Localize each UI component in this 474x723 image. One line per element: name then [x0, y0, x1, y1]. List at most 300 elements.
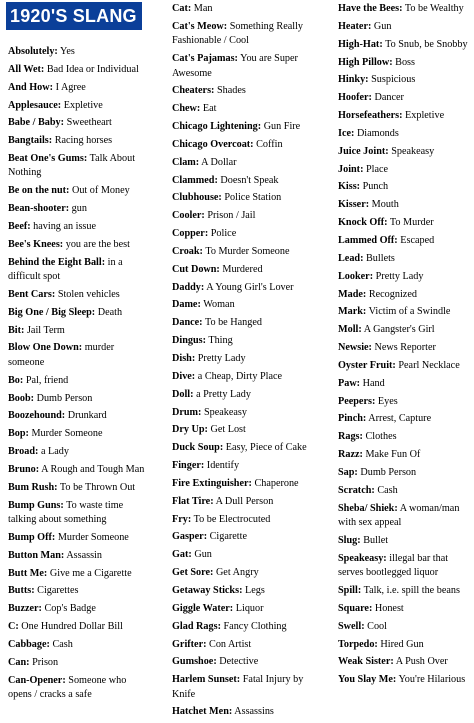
slang-definition: A Young Girl's Lover — [206, 281, 294, 293]
slang-term: Can-Opener: — [8, 674, 66, 686]
slang-term: Get Sore: — [172, 567, 214, 579]
slang-term: Newsie: — [338, 342, 372, 354]
slang-entry — [338, 448, 472, 462]
slang-entry — [8, 324, 150, 338]
slang-entry — [172, 102, 320, 116]
slang-entry — [172, 705, 320, 719]
slang-definition: Pretty Lady — [375, 270, 424, 282]
slang-entry — [338, 38, 472, 52]
slang-definition: Dancer — [374, 92, 404, 104]
slang-entry — [172, 370, 320, 384]
slang-definition: Fancy Clothing — [223, 620, 287, 632]
slang-term: Have the Bees: — [338, 3, 403, 14]
slang-entry — [338, 288, 472, 302]
slang-definition: a Cheap, Dirty Place — [197, 370, 283, 382]
slang-definition: Honest — [374, 602, 404, 614]
slang-entry — [8, 341, 150, 370]
slang-entry — [338, 412, 472, 426]
slang-term: Cheaters: — [172, 85, 215, 97]
slang-definition: Cigarettes — [37, 585, 79, 597]
slang-entry — [172, 2, 320, 16]
slang-entry — [172, 84, 320, 98]
slang-entry — [338, 534, 472, 548]
slang-entry — [8, 656, 150, 670]
slang-definition: A Dull Person — [215, 495, 274, 507]
slang-entry — [8, 481, 150, 495]
slang-term: Giggle Water: — [172, 602, 234, 614]
slang-term: Bangtails: — [8, 135, 53, 147]
slang-definition: I Agree — [55, 81, 86, 93]
slang-entry — [8, 152, 150, 181]
slang-definition: News Reporter — [374, 342, 436, 354]
slang-definition: Jail Term — [26, 324, 65, 336]
slang-definition: Make Fun Of — [365, 449, 421, 461]
slang-definition: you are the best — [65, 238, 130, 250]
slang-definition: Place — [366, 163, 389, 175]
slang-entry — [338, 395, 472, 409]
slang-entry — [338, 216, 472, 230]
slang-entry — [338, 163, 472, 177]
slang-term: Scratch: — [338, 484, 375, 496]
slang-definition: a Lady — [40, 446, 69, 458]
column-1 — [8, 45, 150, 706]
slang-entry — [8, 220, 150, 234]
slang-term: Looker: — [338, 270, 374, 282]
slang-entry — [338, 430, 472, 444]
slang-term: Chew: — [172, 103, 201, 115]
slang-term: High Pillow: — [338, 56, 393, 68]
slang-term: Absolutely: — [8, 46, 58, 57]
slang-entry — [8, 374, 150, 388]
slang-term: Beef: — [8, 221, 31, 232]
slang-entry — [172, 174, 320, 188]
slang-term: Can: — [8, 656, 30, 668]
slang-entry — [8, 63, 150, 77]
slang-term: Bruno: — [8, 463, 40, 475]
slang-definition: Con Artist — [209, 638, 252, 650]
slang-term: Cut Down: — [172, 263, 220, 275]
slang-definition: One Hundred Dollar Bill — [21, 621, 123, 633]
slang-entry — [8, 392, 150, 406]
slang-definition: Get Lost — [210, 424, 246, 436]
slang-entry — [338, 198, 472, 212]
slang-definition: Prison — [32, 656, 59, 668]
slang-entry — [172, 156, 320, 170]
slang-entry — [172, 316, 320, 330]
slang-term: Button Man: — [8, 549, 65, 561]
slang-term: Dish: — [172, 353, 196, 364]
slang-term: Heater: — [338, 20, 372, 32]
slang-entry — [338, 673, 472, 687]
slang-term: Hoofer: — [338, 92, 372, 104]
slang-entry — [8, 409, 150, 423]
slang-term: Oyster Fruit: — [338, 359, 396, 371]
slang-term: Boob: — [8, 392, 35, 404]
slang-term: High-Hat: — [338, 38, 383, 50]
slang-term: Razz: — [338, 449, 363, 461]
slang-definition: Speakeasy — [203, 406, 247, 418]
slang-definition: Sweetheart — [66, 117, 112, 129]
slang-definition: Mouth — [371, 199, 399, 211]
slang-definition: Police — [210, 228, 237, 240]
slang-definition: Someone who opens / cracks a safe — [8, 674, 127, 701]
slang-entry — [338, 180, 472, 194]
slang-definition: Coffin — [256, 138, 283, 150]
slang-definition: Dumb Person — [360, 466, 417, 478]
slang-term: Doll: — [172, 388, 194, 400]
slang-term: Blow One Down: — [8, 342, 83, 354]
slang-term: Torpedo: — [338, 638, 378, 650]
page-title: 1920'S SLANG — [6, 2, 142, 30]
slang-entry — [8, 202, 150, 216]
slang-definition: Expletive — [63, 99, 103, 111]
slang-entry — [8, 184, 150, 198]
slang-term: Mark: — [338, 306, 367, 318]
slang-definition: Easy, Piece of Cake — [225, 442, 307, 454]
slang-entry — [338, 502, 472, 531]
slang-definition: Talk, i.e. spill the beans — [363, 584, 460, 596]
slang-entry — [338, 305, 472, 319]
slang-definition: You are Super Awesome — [172, 53, 298, 79]
slang-definition: gun — [71, 203, 87, 215]
slang-entry — [172, 566, 320, 580]
slang-definition: Detective — [219, 656, 259, 668]
slang-entry — [338, 552, 472, 581]
slang-term: Dance: — [172, 317, 203, 329]
slang-term: Lead: — [338, 252, 364, 264]
slang-term: Square: — [338, 602, 373, 614]
slang-term: Be on the nut: — [8, 185, 70, 197]
slang-definition: Out of Money — [71, 185, 130, 197]
slang-entry — [8, 116, 150, 130]
slang-definition: To be Thrown Out — [59, 481, 136, 493]
slang-entry — [8, 602, 150, 616]
slang-term: Clubhouse: — [172, 192, 222, 204]
column-2 — [172, 2, 320, 723]
slang-definition: in a difficult spot — [8, 256, 123, 283]
slang-entry — [172, 298, 320, 312]
slang-definition: Talk About Nothing — [8, 153, 136, 179]
slang-entry — [8, 567, 150, 581]
slang-term: Applesauce: — [8, 99, 62, 111]
slang-definition: Legs — [245, 584, 265, 596]
slang-definition: Pal, friend — [25, 374, 69, 386]
slang-term: Harlem Sunset: — [172, 674, 241, 686]
slang-entry — [172, 245, 320, 259]
column-3 — [338, 2, 472, 691]
slang-entry — [172, 209, 320, 223]
slang-term: Buzzer: — [8, 603, 42, 615]
slang-definition: Diamonds — [356, 127, 399, 139]
slang-term: Cabbage: — [8, 638, 50, 650]
slang-entry — [338, 145, 472, 159]
slang-entry — [172, 227, 320, 241]
slang-entry — [172, 352, 320, 366]
slang-entry — [338, 2, 472, 16]
slang-entry — [338, 584, 472, 598]
slang-definition: Woman — [203, 299, 235, 311]
slang-entry — [8, 620, 150, 634]
slang-term: Copper: — [172, 228, 209, 240]
slang-term: Croak: — [172, 245, 203, 257]
slang-entry — [172, 495, 320, 509]
slang-entry — [338, 620, 472, 634]
slang-definition: Murder Someone — [57, 531, 129, 543]
slang-term: Weak Sister: — [338, 656, 394, 668]
slang-definition: Get Angry — [215, 567, 259, 579]
slang-term: Grifter: — [172, 638, 207, 650]
slang-entry — [8, 549, 150, 563]
slang-term: Beat One's Gums: — [8, 153, 88, 165]
slang-term: Bean-shooter: — [8, 203, 70, 215]
slang-term: Bee's Knees: — [8, 238, 64, 250]
slang-definition: Pearl Necklace — [398, 359, 460, 371]
slang-definition: Police Station — [224, 192, 282, 204]
slang-definition: Assassins — [234, 706, 274, 718]
slang-term: Dame: — [172, 299, 201, 311]
slang-definition: Cigarette — [209, 531, 247, 543]
slang-entry — [338, 91, 472, 105]
slang-entry — [172, 584, 320, 598]
slang-definition: Speakeasy — [391, 145, 435, 157]
slang-term: Bum Rush: — [8, 481, 58, 493]
slang-term: Glad Rags: — [172, 620, 221, 632]
slang-term: Broad: — [8, 446, 39, 458]
slang-definition: A Rough and Tough Man — [41, 463, 145, 475]
slang-entry — [8, 81, 150, 95]
slang-term: C: — [8, 621, 19, 633]
slang-term: Behind the Eight Ball: — [8, 256, 106, 268]
slang-definition: To be Hanged — [204, 317, 262, 329]
slang-definition: To waste time talking about something — [8, 499, 124, 526]
slang-term: Clammed: — [172, 174, 218, 186]
slang-entry — [172, 388, 320, 402]
slang-term: Boozehound: — [8, 410, 66, 422]
slang-entry — [338, 109, 472, 123]
slang-entry — [338, 234, 472, 248]
slang-definition: Liquor — [235, 602, 264, 614]
slang-term: Kisser: — [338, 199, 370, 211]
slang-entry — [8, 288, 150, 302]
slang-term: Cat's Pajamas: — [172, 53, 238, 65]
slang-term: Speakeasy: — [338, 552, 387, 564]
slang-term: Finger: — [172, 460, 205, 472]
slang-definition: Racing horses — [54, 135, 113, 147]
slang-entry — [172, 263, 320, 277]
slang-entry — [338, 252, 472, 266]
slang-term: Chicago Overcoat: — [172, 138, 254, 150]
slang-entry — [338, 638, 472, 652]
slang-definition: To Snub, be Snobby — [385, 38, 468, 50]
slang-term: Dive: — [172, 370, 196, 382]
slang-definition: having an issue — [33, 221, 96, 232]
slang-definition: Hired Gun — [380, 638, 424, 650]
slang-entry — [172, 673, 320, 702]
slang-term: Drum: — [172, 406, 202, 418]
slang-entry — [338, 655, 472, 669]
slang-definition: Eyes — [377, 395, 398, 407]
slang-entry — [172, 423, 320, 437]
slang-definition: Bullet — [363, 534, 389, 546]
slang-definition: Stolen vehicles — [57, 288, 120, 300]
slang-definition: Bullets — [366, 252, 395, 264]
slang-term: Dry Up: — [172, 424, 208, 436]
slang-entry — [338, 56, 472, 70]
slang-definition: Victim of a Swindle — [368, 306, 451, 318]
slang-term: Gumshoe: — [172, 656, 217, 668]
slang-entry — [8, 638, 150, 652]
slang-term: Clam: — [172, 156, 200, 168]
slang-entry — [338, 20, 472, 34]
slang-entry — [8, 306, 150, 320]
slang-entry — [338, 270, 472, 284]
slang-definition: a Pretty Lady — [196, 388, 251, 400]
slang-entry — [8, 463, 150, 477]
slang-definition: Expletive — [405, 110, 445, 122]
slang-entry — [172, 530, 320, 544]
slang-definition: Murdered — [222, 263, 263, 275]
slang-term: Kiss: — [338, 181, 361, 193]
slang-definition: illegal bar that serves bootlegged liquor — [338, 552, 449, 579]
slang-entry — [172, 406, 320, 420]
slang-term: Hinky: — [338, 74, 369, 86]
slang-entry — [338, 377, 472, 391]
slang-entry — [8, 134, 150, 148]
slang-definition: You're Hilarious — [398, 674, 466, 686]
slang-term: Lammed Off: — [338, 234, 398, 246]
slang-definition: Dumb Person — [36, 392, 93, 404]
slang-term: Duck Soup: — [172, 442, 224, 454]
slang-entry — [172, 655, 320, 669]
slang-term: Made: — [338, 288, 367, 300]
slang-definition: Gun — [373, 20, 392, 32]
slang-term: Pinch: — [338, 413, 367, 425]
slang-definition: Thing — [208, 335, 233, 347]
slang-term: Paw: — [338, 377, 361, 389]
slang-entry — [172, 191, 320, 205]
slang-term: Dingus: — [172, 335, 206, 347]
slang-definition: Boss — [395, 56, 415, 68]
slang-entry — [8, 427, 150, 441]
slang-definition: Identify — [206, 460, 240, 472]
slang-definition: Escaped — [400, 234, 435, 246]
slang-entry — [172, 52, 320, 81]
slang-definition: Yes — [59, 46, 75, 57]
slang-definition: Chaperone — [254, 477, 299, 489]
slang-definition: Gun Fire — [263, 121, 301, 133]
slang-definition: To be Electrocuted — [193, 513, 271, 525]
slang-term: Moll: — [338, 324, 362, 336]
slang-definition: Recognized — [368, 288, 417, 300]
slang-term: You Slay Me: — [338, 674, 397, 686]
slang-term: Horsefeathers: — [338, 110, 403, 122]
slang-term: Rags: — [338, 431, 363, 443]
slang-entry — [8, 99, 150, 113]
slang-definition: Something Really Fashionable / Cool — [172, 20, 304, 47]
slang-definition: Drunkard — [67, 410, 107, 422]
slang-term: Knock Off: — [338, 217, 388, 229]
slang-definition: Cool — [367, 620, 387, 632]
slang-definition: Pretty Lady — [197, 353, 246, 364]
slang-entry — [338, 484, 472, 498]
slang-definition: Arrest, Capture — [368, 413, 432, 425]
slang-definition: Gun — [194, 549, 212, 561]
slang-entry — [338, 602, 472, 616]
slang-entry — [172, 602, 320, 616]
slang-term: Butts: — [8, 585, 35, 597]
slang-entry — [172, 281, 320, 295]
slang-term: Cat's Meow: — [172, 20, 228, 32]
slang-entry — [172, 20, 320, 49]
slang-term: Bump Guns: — [8, 499, 64, 511]
slang-term: Fire Extinguisher: — [172, 477, 252, 489]
slang-term: Spill: — [338, 584, 362, 596]
slang-term: Bent Cars: — [8, 288, 56, 300]
slang-definition: A Push Over — [395, 656, 448, 668]
slang-definition: Bad Idea or Individual — [46, 63, 139, 75]
slang-definition: Prison / Jail — [207, 210, 256, 222]
slang-term: Gasper: — [172, 531, 208, 543]
slang-entry — [8, 238, 150, 252]
slang-term: Bit: — [8, 324, 25, 336]
slang-entry — [338, 323, 472, 337]
slang-entry — [8, 584, 150, 598]
slang-definition: Give me a Cigarette — [49, 567, 132, 579]
slang-term: Sap: — [338, 466, 358, 478]
slang-definition: Doesn't Speak — [220, 174, 279, 186]
slang-definition: Clothes — [365, 431, 397, 443]
slang-definition: A woman/man with sex appeal — [338, 502, 460, 529]
slang-entry — [172, 638, 320, 652]
slang-term: Fry: — [172, 513, 192, 525]
slang-definition: Death — [97, 306, 123, 318]
slang-definition: Cash — [52, 638, 73, 650]
slang-definition: To Murder Someone — [205, 245, 290, 257]
slang-term: Daddy: — [172, 281, 205, 293]
slang-term: Bump Off: — [8, 531, 56, 543]
slang-definition: A Dollar — [201, 156, 237, 168]
slang-definition: Man — [193, 3, 213, 14]
slang-definition: To Murder — [389, 217, 434, 229]
slang-term: Bo: — [8, 374, 24, 386]
slang-entry — [8, 256, 150, 285]
slang-definition: Shades — [216, 85, 246, 97]
slang-definition: murder someone — [8, 342, 115, 368]
slang-term: Slug: — [338, 534, 361, 546]
slang-definition: Eat — [202, 103, 217, 115]
slang-definition: Cash — [377, 484, 398, 496]
slang-entry — [172, 620, 320, 634]
slang-entry — [8, 45, 150, 59]
slang-entry — [172, 477, 320, 491]
slang-term: Bop: — [8, 428, 29, 440]
slang-term: Sheba/ Shiek: — [338, 502, 398, 514]
slang-entry — [8, 499, 150, 528]
slang-term: Peepers: — [338, 395, 376, 407]
slang-definition: To be Wealthy — [404, 3, 464, 14]
slang-term: Cat: — [172, 3, 192, 14]
slang-entry — [172, 334, 320, 348]
slang-definition: Assassin — [66, 549, 102, 561]
slang-definition: Murder Someone — [31, 428, 103, 440]
slang-entry — [338, 127, 472, 141]
slang-term: Flat Tire: — [172, 495, 214, 507]
slang-definition: Suspicious — [371, 74, 416, 86]
slang-entry — [8, 445, 150, 459]
slang-term: And How: — [8, 81, 54, 93]
slang-entry — [172, 513, 320, 527]
slang-entry — [172, 138, 320, 152]
